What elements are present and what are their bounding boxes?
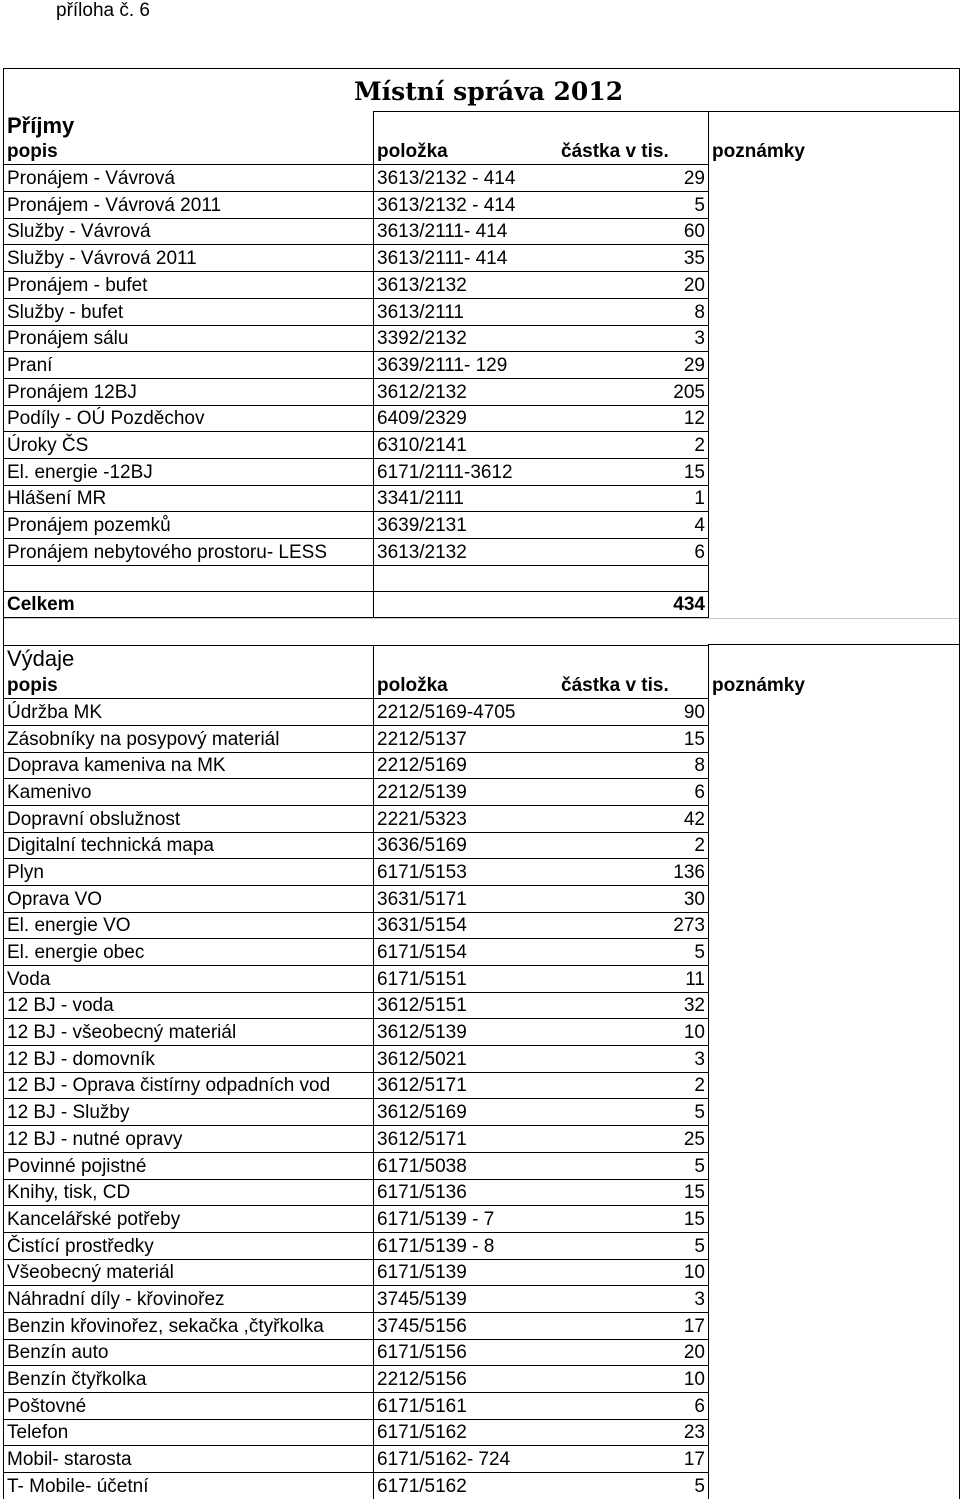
row-poznamky (708, 885, 959, 912)
row-popis: Benzin křovinořez, sekačka ,čtyřkolka (4, 1312, 373, 1339)
row-castka: 15 (558, 725, 708, 752)
row-castka: 20 (558, 1339, 708, 1366)
row-polozka: 2212/5169 (373, 752, 558, 779)
row-polozka: 3639/2131 (373, 511, 558, 538)
row-popis: Poštovné (4, 1392, 373, 1419)
row-popis: Všeobecný materiál (4, 1259, 373, 1286)
income-rows (4, 164, 959, 564)
row-popis: Podíly - OÚ Pozděchov (4, 405, 373, 432)
row-popis: Hlášení MR (4, 485, 373, 512)
row-popis: Údržba MK (4, 698, 373, 725)
table-row (4, 378, 959, 405)
table-row (4, 191, 959, 218)
table-row (4, 1339, 959, 1366)
row-polozka: 3613/2111- 414 (373, 244, 558, 271)
row-polozka: 3612/2132 (373, 378, 558, 405)
table-row (4, 965, 959, 992)
column-header-popis: popis (7, 675, 58, 697)
row-popis: Čistící prostředky (4, 1232, 373, 1259)
table-row (4, 538, 959, 565)
table-row (4, 485, 959, 512)
column-header-castka: částka v tis. (561, 675, 669, 697)
row-castka: 29 (558, 351, 708, 378)
expenses-heading-row (4, 645, 959, 672)
row-poznamky (708, 538, 959, 565)
row-popis: Povinné pojistné (4, 1152, 373, 1179)
table-row (4, 885, 959, 912)
row-castka: 205 (558, 378, 708, 405)
blank-row (4, 565, 959, 592)
row-poznamky (708, 1098, 959, 1125)
row-castka: 6 (558, 778, 708, 805)
table-row (4, 1018, 959, 1045)
title-row (4, 68, 959, 111)
table-row (4, 405, 959, 432)
row-castka: 3 (558, 325, 708, 352)
row-castka: 5 (558, 1232, 708, 1259)
row-popis: 12 BJ - domovník (4, 1045, 373, 1072)
row-popis: Služby - Vávrová 2011 (4, 244, 373, 271)
row-poznamky (708, 1365, 959, 1392)
expense-rows (4, 698, 959, 1499)
table-row (4, 1125, 959, 1152)
row-popis: 12 BJ - Služby (4, 1098, 373, 1125)
total-value: 434 (558, 591, 708, 618)
row-popis: 12 BJ - voda (4, 992, 373, 1019)
row-poznamky (708, 1472, 959, 1499)
row-poznamky (708, 431, 959, 458)
table-row (4, 244, 959, 271)
row-polozka: 6171/5162- 724 (373, 1445, 558, 1472)
row-castka: 10 (558, 1365, 708, 1392)
row-popis: Digitalní technická mapa (4, 832, 373, 859)
row-poznamky (708, 1445, 959, 1472)
row-polozka: 6171/5153 (373, 858, 558, 885)
row-polozka: 2212/5156 (373, 1365, 558, 1392)
row-polozka: 3631/5171 (373, 885, 558, 912)
row-polozka: 6171/2111-3612 (373, 458, 558, 485)
row-polozka: 3745/5139 (373, 1285, 558, 1312)
table-row (4, 1419, 959, 1446)
row-poznamky (708, 271, 959, 298)
table-row (4, 511, 959, 538)
row-castka: 136 (558, 858, 708, 885)
row-castka: 29 (558, 164, 708, 191)
table-row (4, 1445, 959, 1472)
row-polozka: 6409/2329 (373, 405, 558, 432)
column-header-poznamky: poznámky (708, 671, 959, 698)
row-poznamky (708, 1072, 959, 1099)
table-row (4, 1098, 959, 1125)
row-castka: 15 (558, 1179, 708, 1206)
table-row (4, 458, 959, 485)
row-castka: 5 (558, 938, 708, 965)
row-polozka: 3612/5021 (373, 1045, 558, 1072)
row-castka: 8 (558, 298, 708, 325)
row-popis: Služby - Vávrová (4, 218, 373, 245)
row-polozka: 3612/5171 (373, 1072, 558, 1099)
row-popis: Benzín auto (4, 1339, 373, 1366)
row-poznamky (708, 405, 959, 432)
row-polozka: 2212/5137 (373, 725, 558, 752)
table-row (4, 1392, 959, 1419)
row-polozka: 2212/5139 (373, 778, 558, 805)
row-castka: 25 (558, 1125, 708, 1152)
column-header-castka: částka v tis. (561, 141, 669, 163)
row-poznamky (708, 511, 959, 538)
row-popis: Doprava kameniva na MK (4, 752, 373, 779)
row-poznamky (708, 1232, 959, 1259)
table-row (4, 351, 959, 378)
row-castka: 2 (558, 1072, 708, 1099)
row-popis: Benzín čtyřkolka (4, 1365, 373, 1392)
column-header-poznamky: poznámky (708, 138, 959, 165)
row-popis: Pronájem pozemků (4, 511, 373, 538)
row-popis: Zásobníky na posypový materiál (4, 725, 373, 752)
row-castka: 17 (558, 1312, 708, 1339)
table-row (4, 1179, 959, 1206)
row-castka: 35 (558, 244, 708, 271)
row-popis: Úroky ČS (4, 431, 373, 458)
row-castka: 23 (558, 1419, 708, 1446)
row-poznamky (708, 218, 959, 245)
row-poznamky (708, 458, 959, 485)
column-header-polozka: položka (373, 671, 558, 698)
income-heading: Příjmy (7, 112, 75, 138)
row-polozka: 3639/2111- 129 (373, 351, 558, 378)
row-poznamky (708, 1205, 959, 1232)
table-row (4, 164, 959, 191)
row-castka: 5 (558, 1152, 708, 1179)
table-row (4, 1472, 959, 1499)
column-header-polozka: položka (373, 138, 558, 165)
row-popis: Pronájem 12BJ (4, 378, 373, 405)
row-polozka: 3612/5171 (373, 1125, 558, 1152)
page-title: Místní správa 2012 (354, 77, 624, 106)
table-row (4, 1072, 959, 1099)
row-polozka: 6171/5156 (373, 1339, 558, 1366)
row-castka: 2 (558, 832, 708, 859)
row-poznamky (708, 832, 959, 859)
table-row (4, 992, 959, 1019)
attachment-label: příloha č. 6 (56, 0, 150, 21)
row-popis: El. energie obec (4, 938, 373, 965)
gap-row (4, 618, 959, 645)
row-castka: 1 (558, 485, 708, 512)
row-popis: Pronájem nebytového prostoru- LESS (4, 538, 373, 565)
table-row (4, 1152, 959, 1179)
row-poznamky (708, 378, 959, 405)
row-polozka: 3612/5169 (373, 1098, 558, 1125)
row-castka: 4 (558, 511, 708, 538)
table-row (4, 298, 959, 325)
row-poznamky (708, 698, 959, 725)
table-row (4, 778, 959, 805)
row-poznamky (708, 1018, 959, 1045)
row-poznamky (708, 244, 959, 271)
row-polozka: 6171/5139 - 8 (373, 1232, 558, 1259)
row-castka: 20 (558, 271, 708, 298)
row-polozka: 3341/2111 (373, 485, 558, 512)
row-castka: 15 (558, 1205, 708, 1232)
row-popis: Kamenivo (4, 778, 373, 805)
row-poznamky (708, 858, 959, 885)
row-poznamky (708, 752, 959, 779)
budget-sheet (3, 68, 960, 1499)
row-poznamky (708, 351, 959, 378)
total-label: Celkem (4, 591, 373, 618)
row-polozka: 6171/5151 (373, 965, 558, 992)
row-popis: Kancelářské potřeby (4, 1205, 373, 1232)
row-polozka: 2212/5169-4705 (373, 698, 558, 725)
table-row (4, 832, 959, 859)
table-row (4, 1259, 959, 1286)
row-poznamky (708, 325, 959, 352)
row-poznamky (708, 191, 959, 218)
table-row (4, 858, 959, 885)
row-polozka: 6171/5136 (373, 1179, 558, 1206)
income-column-headers (4, 138, 959, 165)
row-polozka: 6171/5162 (373, 1419, 558, 1446)
row-poznamky (708, 1339, 959, 1366)
row-polozka: 3636/5169 (373, 832, 558, 859)
expenses-heading: Výdaje (4, 645, 373, 672)
row-castka: 30 (558, 885, 708, 912)
table-row (4, 218, 959, 245)
row-castka: 15 (558, 458, 708, 485)
row-popis: Pronájem - Vávrová (4, 164, 373, 191)
row-castka: 17 (558, 1445, 708, 1472)
table-row (4, 431, 959, 458)
row-poznamky (708, 1392, 959, 1419)
income-total-row (4, 591, 959, 618)
row-castka: 10 (558, 1259, 708, 1286)
row-popis: Pronájem - bufet (4, 271, 373, 298)
table-row (4, 752, 959, 779)
row-polozka: 3613/2132 - 414 (373, 191, 558, 218)
row-castka: 90 (558, 698, 708, 725)
row-polozka: 6171/5162 (373, 1472, 558, 1499)
row-polozka: 6171/5154 (373, 938, 558, 965)
row-popis: Pronájem - Vávrová 2011 (4, 191, 373, 218)
row-castka: 3 (558, 1285, 708, 1312)
row-polozka: 3613/2132 (373, 538, 558, 565)
row-popis: Oprava VO (4, 885, 373, 912)
row-polozka: 3631/5154 (373, 912, 558, 939)
row-castka: 2 (558, 431, 708, 458)
table-row (4, 912, 959, 939)
row-popis: Dopravní obslužnost (4, 805, 373, 832)
row-popis: Voda (4, 965, 373, 992)
row-poznamky (708, 1125, 959, 1152)
row-poznamky (708, 965, 959, 992)
table-row (4, 698, 959, 725)
row-poznamky (708, 938, 959, 965)
row-castka: 11 (558, 965, 708, 992)
row-castka: 42 (558, 805, 708, 832)
row-polozka: 3613/2111- 414 (373, 218, 558, 245)
row-poznamky (708, 1152, 959, 1179)
row-poznamky (708, 298, 959, 325)
row-polozka: 6310/2141 (373, 431, 558, 458)
table-row (4, 1232, 959, 1259)
row-poznamky (708, 1179, 959, 1206)
row-poznamky (708, 164, 959, 191)
table-row (4, 271, 959, 298)
table-row (4, 1312, 959, 1339)
row-polozka: 6171/5139 - 7 (373, 1205, 558, 1232)
row-castka: 60 (558, 218, 708, 245)
row-popis: Pronájem sálu (4, 325, 373, 352)
table-row (4, 1045, 959, 1072)
row-popis: El. energie VO (4, 912, 373, 939)
row-polozka: 3613/2132 - 414 (373, 164, 558, 191)
row-polozka: 3612/5151 (373, 992, 558, 1019)
row-poznamky (708, 778, 959, 805)
row-poznamky (708, 992, 959, 1019)
row-poznamky (708, 1312, 959, 1339)
row-poznamky (708, 1259, 959, 1286)
table-row (4, 1205, 959, 1232)
row-castka: 273 (558, 912, 708, 939)
table-row (4, 938, 959, 965)
table-row (4, 1365, 959, 1392)
row-castka: 6 (558, 538, 708, 565)
row-polozka: 6171/5038 (373, 1152, 558, 1179)
income-heading-row (4, 111, 959, 138)
row-popis: 12 BJ - nutné opravy (4, 1125, 373, 1152)
row-popis: 12 BJ - všeobecný materiál (4, 1018, 373, 1045)
row-castka: 12 (558, 405, 708, 432)
row-poznamky (708, 725, 959, 752)
row-popis: 12 BJ - Oprava čistírny odpadních vod (4, 1072, 373, 1099)
row-castka: 3 (558, 1045, 708, 1072)
row-popis: Telefon (4, 1419, 373, 1446)
row-polozka: 3745/5156 (373, 1312, 558, 1339)
row-popis: Mobil- starosta (4, 1445, 373, 1472)
row-polozka: 6171/5161 (373, 1392, 558, 1419)
row-poznamky (708, 485, 959, 512)
table-row (4, 1285, 959, 1312)
row-poznamky (708, 912, 959, 939)
table-row (4, 325, 959, 352)
column-header-popis: popis (7, 141, 58, 163)
row-castka: 32 (558, 992, 708, 1019)
row-polozka: 2221/5323 (373, 805, 558, 832)
row-polozka: 3612/5139 (373, 1018, 558, 1045)
row-castka: 10 (558, 1018, 708, 1045)
row-polozka: 3613/2132 (373, 271, 558, 298)
row-polozka: 6171/5139 (373, 1259, 558, 1286)
row-popis: T- Mobile- účetní (4, 1472, 373, 1499)
table-row (4, 725, 959, 752)
expenses-column-headers (4, 671, 959, 698)
row-popis: Náhradní díly - křovinořez (4, 1285, 373, 1312)
row-popis: Knihy, tisk, CD (4, 1179, 373, 1206)
row-castka: 8 (558, 752, 708, 779)
row-polozka: 3613/2111 (373, 298, 558, 325)
row-polozka: 3392/2132 (373, 325, 558, 352)
row-popis: Praní (4, 351, 373, 378)
row-poznamky (708, 1045, 959, 1072)
row-popis: El. energie -12BJ (4, 458, 373, 485)
row-popis: Služby - bufet (4, 298, 373, 325)
table-row (4, 805, 959, 832)
row-popis: Plyn (4, 858, 373, 885)
row-castka: 5 (558, 191, 708, 218)
row-castka: 5 (558, 1098, 708, 1125)
row-poznamky (708, 1285, 959, 1312)
row-castka: 5 (558, 1472, 708, 1499)
row-poznamky (708, 1419, 959, 1446)
row-poznamky (708, 805, 959, 832)
row-castka: 6 (558, 1392, 708, 1419)
